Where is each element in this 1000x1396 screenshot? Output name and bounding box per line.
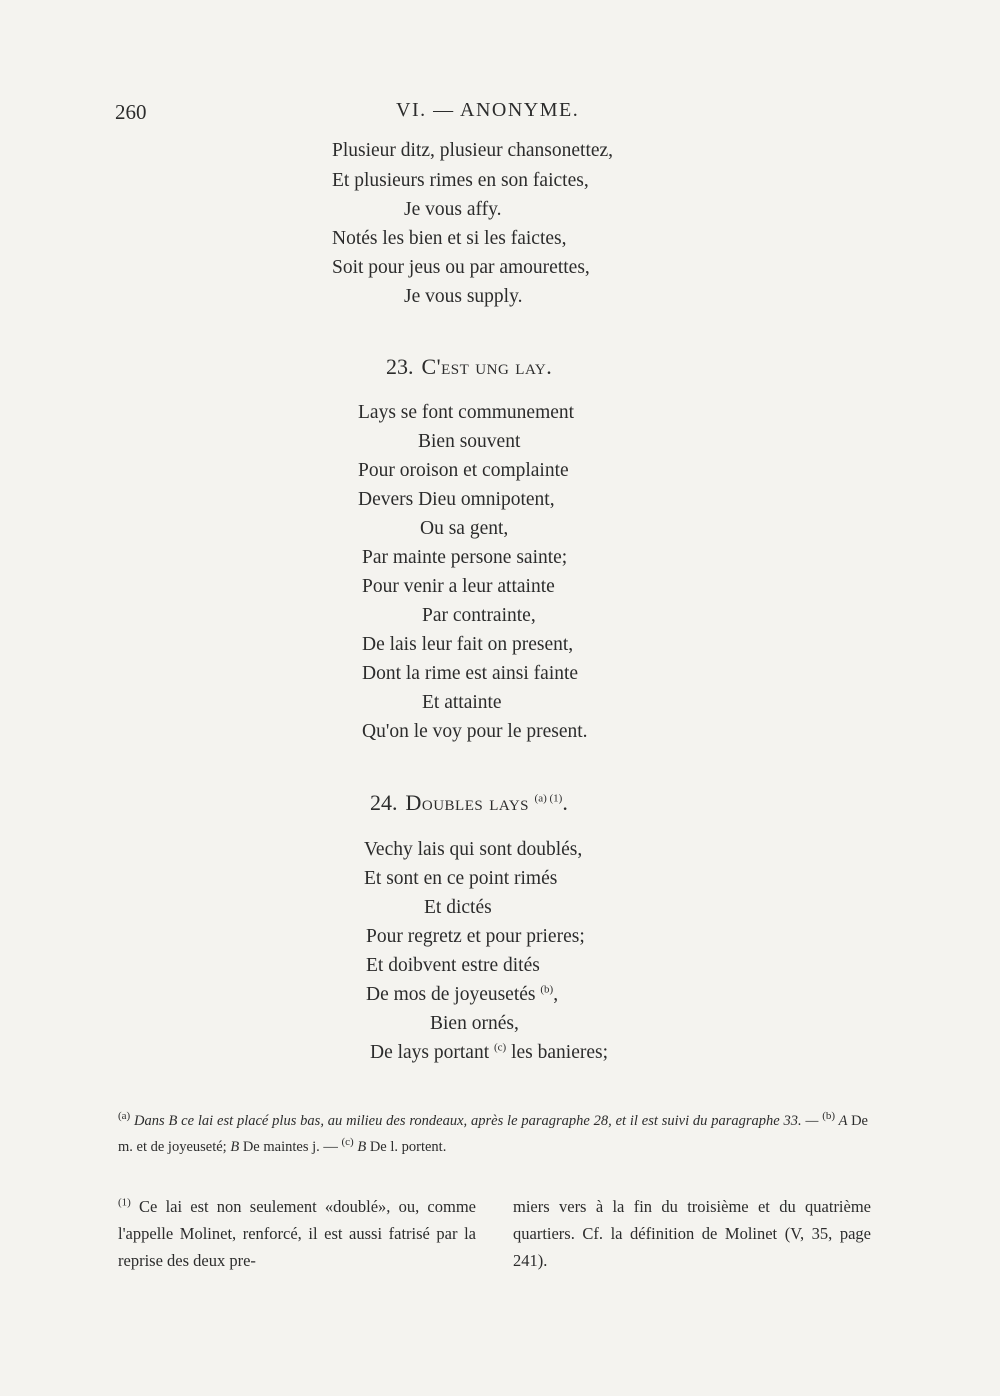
variant-ms: A bbox=[838, 1113, 848, 1129]
verse-text: les banieres; bbox=[511, 1042, 609, 1063]
verse-text: De mos de joyeusetés bbox=[366, 984, 536, 1005]
section-heading-23 bbox=[386, 354, 552, 380]
verse-text: De lays portant bbox=[370, 1042, 490, 1063]
verse-line: Dont la rime est ainsi fainte bbox=[362, 663, 579, 684]
footnote-left-column bbox=[118, 1193, 476, 1274]
verse-line: Par contrainte, bbox=[422, 605, 536, 626]
verse-line: Lays se font communement bbox=[358, 402, 575, 423]
running-head: VI. — ANONYME. bbox=[396, 99, 580, 121]
verse-line: Et doibvent estre dités bbox=[366, 955, 540, 976]
verse-line: Qu'on le voy pour le present. bbox=[362, 721, 588, 742]
footnote-mark: (b) bbox=[822, 1110, 836, 1123]
verse-line bbox=[370, 1042, 608, 1064]
verse-text: , bbox=[553, 984, 559, 1005]
verse-line: Pour regretz et pour prieres; bbox=[366, 926, 585, 947]
verse-line: Et attainte bbox=[422, 692, 502, 713]
footnote-mark: (c) bbox=[341, 1136, 354, 1149]
variant-text: De m. et de joyeuseté; bbox=[118, 1113, 868, 1155]
verse-line: Plusieur ditz, plusieur chansonettez, bbox=[332, 140, 614, 161]
page-number: 260 bbox=[115, 100, 147, 124]
footnote-text: Ce lai est non seulement «doublé», ou, comme l'appelle Molinet, renforcé, il est aussi fatrisé par la reprise des deux pre- bbox=[118, 1197, 476, 1270]
footnote-mark: (c) bbox=[494, 1041, 507, 1054]
verse-line: Ou sa gent, bbox=[420, 518, 509, 539]
variant-text: De l. portent. bbox=[369, 1139, 447, 1155]
verse-line: Par mainte persone sainte; bbox=[362, 547, 568, 568]
verse-line: Notés les bien et si les faictes, bbox=[332, 228, 567, 249]
verse-line: Je vous supply. bbox=[404, 286, 523, 307]
section-title: Doubles lays bbox=[405, 790, 530, 815]
section-number: 24. bbox=[370, 790, 398, 815]
verse-line: Vechy lais qui sont doublés, bbox=[364, 839, 583, 860]
verse-line: Et plusieurs rimes en son faictes, bbox=[332, 170, 589, 191]
variant-ms: B bbox=[230, 1139, 240, 1155]
verse-line: Et sont en ce point rimés bbox=[364, 868, 558, 889]
variant-notes bbox=[118, 1108, 868, 1160]
footnote-mark: (a) bbox=[118, 1110, 131, 1123]
verse-line: Et dictés bbox=[424, 897, 492, 918]
verse-line: De lais leur fait on present, bbox=[362, 634, 574, 655]
variant-text: Dans B ce lai est placé plus bas, au milieu des rondeaux, après le paragraphe 28, et il est suivi du paragraphe 33. — bbox=[134, 1113, 819, 1129]
verse-line: Bien souvent bbox=[418, 431, 521, 452]
section-number: 23. bbox=[386, 354, 414, 379]
footnote-right-column: miers vers à la fin du troisième et du quatrième quartiers. Cf. la définition de Molinet (V, 35, page 241). bbox=[513, 1197, 871, 1270]
footnote-mark: (1) bbox=[118, 1196, 131, 1209]
verse-line: Pour venir a leur attainte bbox=[362, 576, 555, 597]
footnote-mark: (a) (1) bbox=[534, 792, 563, 805]
section-title: C'est ung lay. bbox=[421, 354, 553, 379]
verse-line: Bien ornés, bbox=[430, 1013, 519, 1034]
heading-period: . bbox=[562, 790, 568, 815]
verse-line: Je vous affy. bbox=[404, 199, 502, 220]
verse-line bbox=[366, 984, 558, 1006]
variant-text: De maintes j. — bbox=[242, 1139, 338, 1155]
verse-line: Pour oroison et complainte bbox=[358, 460, 569, 481]
verse-line: Soit pour jeus ou par amourettes, bbox=[332, 257, 590, 278]
section-heading-24 bbox=[370, 790, 568, 816]
footnote-mark: (b) bbox=[540, 983, 554, 996]
variant-ms: B bbox=[357, 1139, 367, 1155]
verse-line: Devers Dieu omnipotent, bbox=[358, 489, 555, 510]
